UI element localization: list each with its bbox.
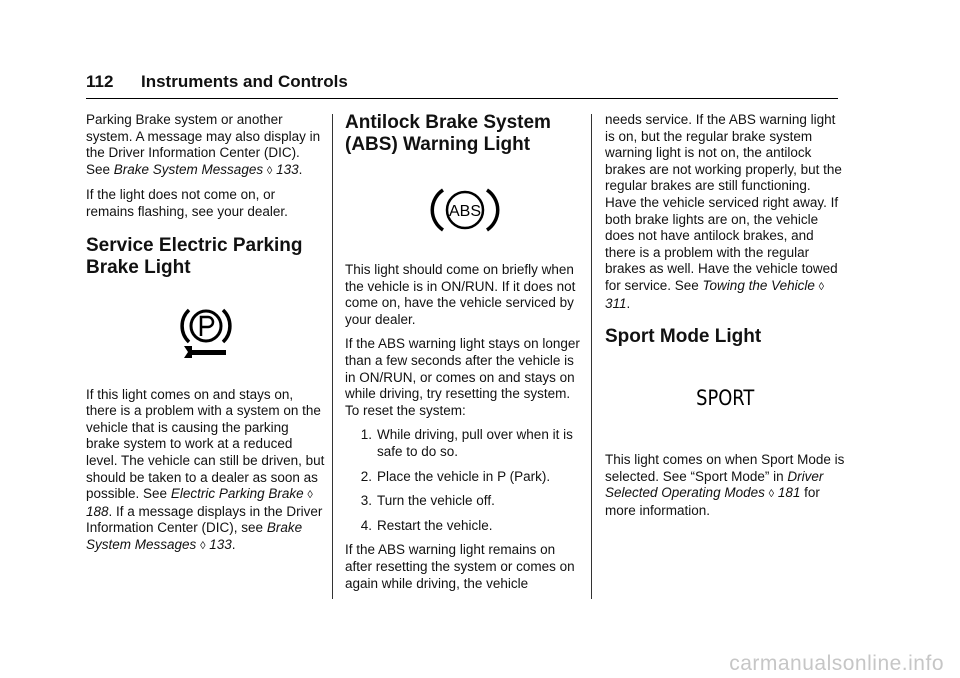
reset-steps-list bbox=[345, 427, 585, 534]
service-electric-parking-brake-icon bbox=[178, 306, 234, 360]
page-reference-icon: ◊ bbox=[307, 489, 313, 502]
abs-icon-label: ABS bbox=[448, 203, 482, 220]
paragraph: This light should come on briefly when the vehicle is in ON/RUN. If it does not come on, have the vehicle serviced by your dealer. bbox=[345, 262, 576, 327]
watermark: carmanualsonline.info bbox=[729, 652, 944, 675]
service-electric-parking-brake-icon bbox=[86, 287, 326, 379]
page-reference-icon: ◊ bbox=[200, 539, 206, 552]
paragraph: needs service. If the ABS warning light is on, but the regular brake system warning light is not on, the antilock brakes are not working properly, but the regular brakes are still functioning. Have the vehicle serviced right away. If both brake lights are on, the vehicle does not have antilock brakes, and there is a problem with the regular brakes as well. Have the vehicle towed for service. See Towing the Vehicle ◊ 311. bbox=[605, 112, 842, 311]
cross-reference-link[interactable]: Brake System Messages ◊ 133 bbox=[113, 161, 299, 177]
paragraph: This light comes on when Sport Mode is selected. See “Sport Mode” in Driver Selected Operating Modes ◊ 181 for more information. bbox=[605, 452, 845, 518]
cross-reference-link[interactable]: Driver Selected Operating Modes ◊ 181 bbox=[605, 468, 824, 501]
page-reference-icon: ◊ bbox=[266, 164, 273, 177]
column-divider bbox=[591, 114, 592, 599]
cross-reference-link[interactable]: Towing the Vehicle ◊ 311 bbox=[605, 277, 825, 311]
column-1 bbox=[86, 112, 326, 563]
paragraph: If the light does not come on, or remains flashing, see your dealer. bbox=[86, 187, 288, 219]
column-divider bbox=[332, 114, 333, 599]
list-item: 1. While driving, pull over when it is safe to do so. bbox=[360, 427, 573, 459]
paragraph: If this light comes on and stays on, there is a problem with a system on the vehicle that is causing the parking brake system to work at a reduced level. The vehicle can still be driven, but should be taken to a dealer as soon as possible. See Electric Parking Brake ◊ 188. If a message displays in the Driver Information Center (DIC), see Brake System Messages ◊ 133. bbox=[86, 386, 325, 552]
paragraph: If the ABS warning light stays on longer than a few seconds after the vehicle is in ON/RUN, or comes on and stays on while driving, try resetting the system. To reset the system: bbox=[345, 336, 580, 418]
section-title: Instruments and Controls bbox=[141, 72, 348, 91]
section-heading: Service Electric Parking Brake Light bbox=[86, 234, 303, 278]
list-item: 3. Turn the vehicle off. bbox=[360, 493, 495, 509]
page-header bbox=[86, 69, 838, 99]
column-3 bbox=[605, 112, 845, 528]
section-heading: Sport Mode Light bbox=[605, 326, 762, 348]
abs-warning-icon bbox=[429, 186, 501, 234]
abs-warning-icon bbox=[345, 164, 585, 256]
paragraph: Parking Brake system or another system. A message may also display in the Driver Information Center (DIC). See Brake System Messages ◊ 133. bbox=[86, 112, 321, 177]
page-reference-icon: ◊ bbox=[818, 280, 825, 293]
sport-mode-label: SPORT bbox=[695, 385, 755, 410]
cross-reference-link[interactable]: Brake System Messages ◊ 133 bbox=[86, 520, 303, 552]
cross-reference-link[interactable]: Electric Parking Brake ◊ 188 bbox=[86, 486, 313, 519]
paragraph: If the ABS warning light remains on after resetting the system or comes on again while driving, the vehicle bbox=[345, 542, 575, 591]
sport-mode-icon bbox=[605, 352, 845, 444]
column-2 bbox=[345, 112, 585, 600]
list-item: 4. Restart the vehicle. bbox=[360, 517, 493, 533]
list-item: 2. Place the vehicle in P (Park). bbox=[360, 468, 551, 484]
page-number: 112 bbox=[86, 72, 114, 91]
section-heading: Antilock Brake System (ABS) Warning Light bbox=[345, 112, 551, 155]
page-reference-icon: ◊ bbox=[768, 488, 775, 501]
